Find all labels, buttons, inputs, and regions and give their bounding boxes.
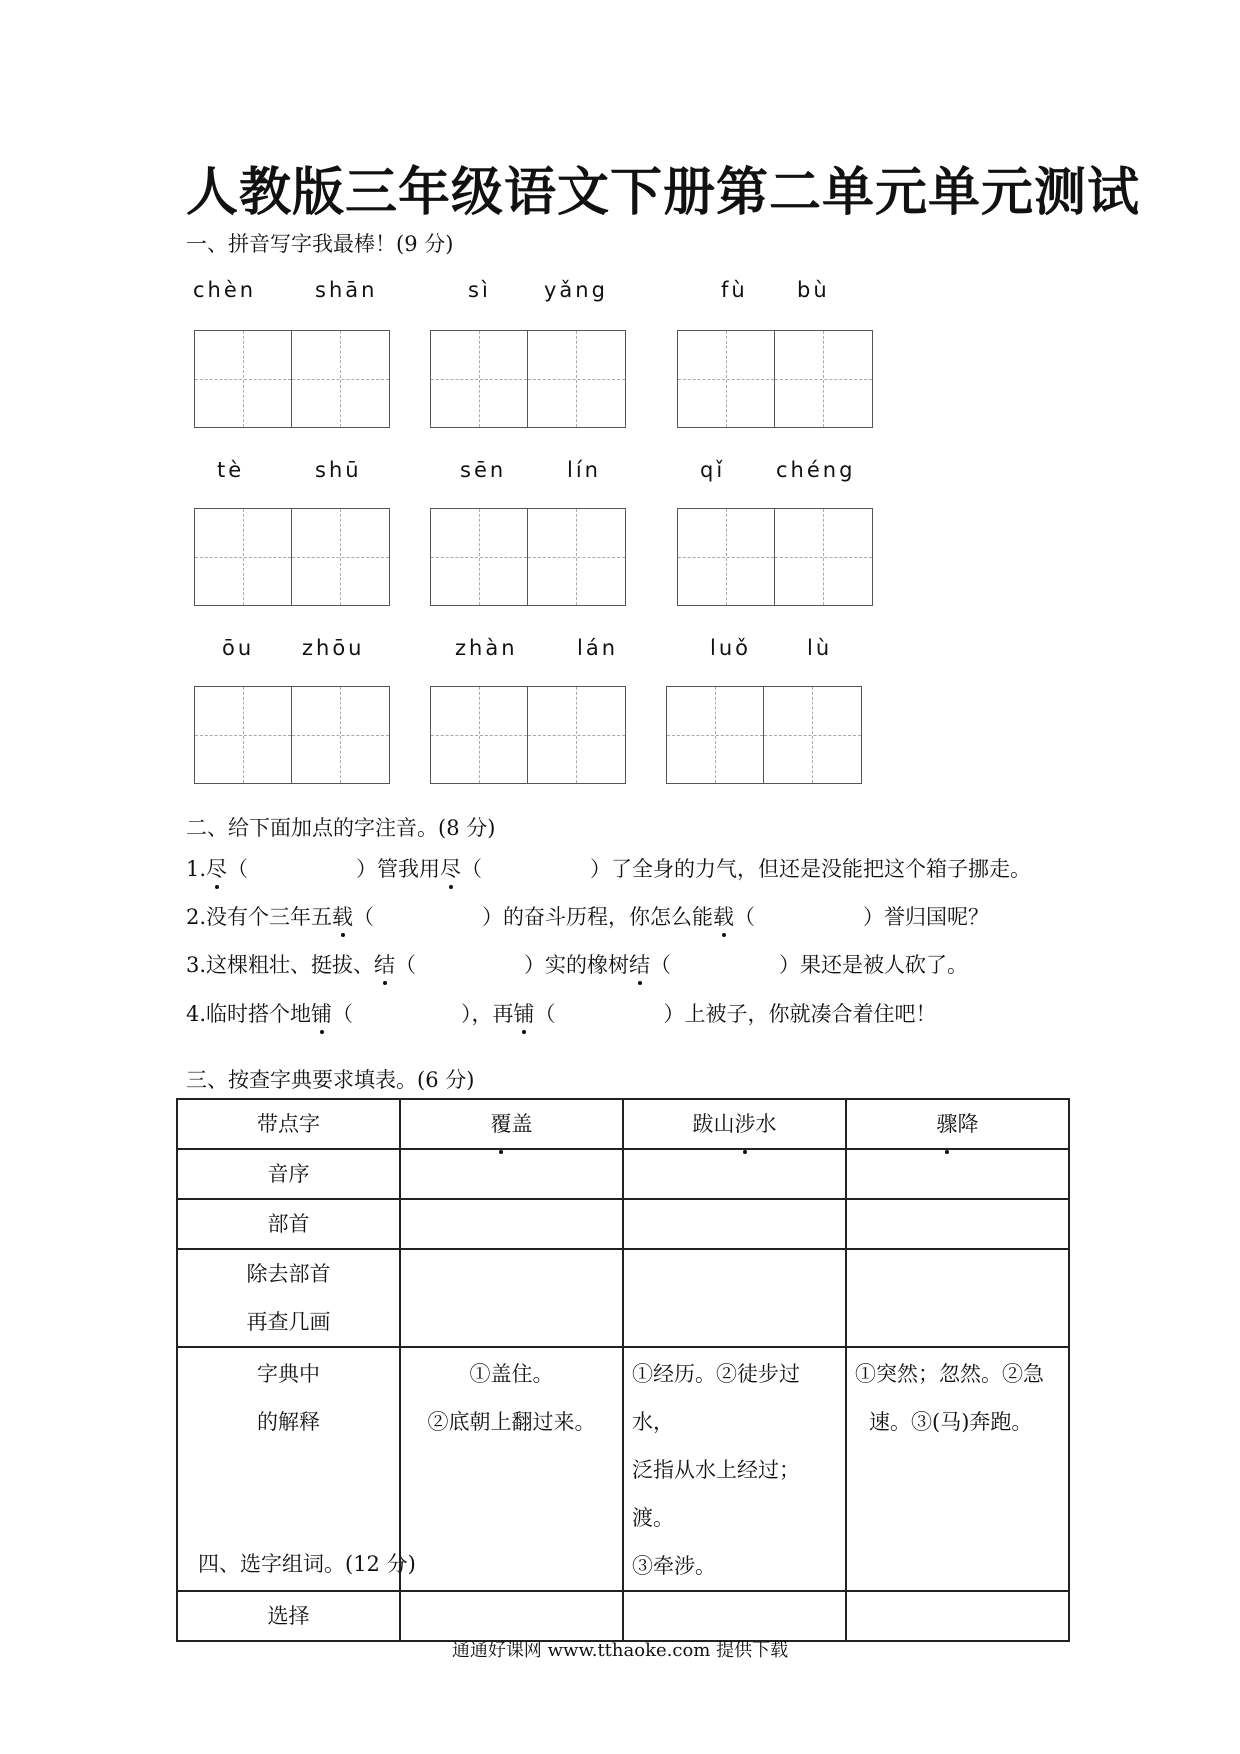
- pinyin-si: sì: [468, 278, 491, 302]
- pinyin-te: tè: [217, 458, 245, 482]
- row-label-choice: 选择: [177, 1591, 400, 1641]
- word-part: 水: [755, 1112, 777, 1136]
- writing-grid[interactable]: [430, 686, 626, 784]
- section1-heading: 一、拼音写字我最棒！(9 分): [186, 232, 454, 256]
- sentence-text: ）实的橡树: [524, 953, 630, 977]
- definition-2: [623, 1347, 846, 1591]
- answer-cell[interactable]: [623, 1249, 846, 1347]
- header-word-1: [400, 1099, 623, 1149]
- writing-grid[interactable]: [194, 686, 390, 784]
- pinyin-fu: fù: [721, 278, 748, 302]
- bracket-open: （: [650, 953, 672, 977]
- bracket-open: （: [332, 1002, 354, 1026]
- section4-heading: 四、选字组词。(12 分): [198, 1552, 416, 1576]
- writing-grid[interactable]: [677, 330, 873, 428]
- label-line: 的解释: [257, 1410, 320, 1434]
- bracket-open: （: [461, 857, 483, 881]
- sentence-text: 3.这棵粗壮、挺拔、: [186, 953, 375, 977]
- bracket-open: （: [227, 857, 249, 881]
- dotted-char: 骤: [937, 1100, 958, 1148]
- pinyin-luo: luǒ: [710, 636, 751, 660]
- def-line: ①突然；忽然。②急: [855, 1362, 1044, 1386]
- pinyin-bu: bù: [797, 278, 830, 302]
- header-word-2: [623, 1099, 846, 1149]
- sentence-1: [186, 853, 1031, 883]
- writing-grid[interactable]: [677, 508, 873, 606]
- def-line: ①经历。②徒步过水，: [632, 1362, 800, 1434]
- label-line: 字典中: [257, 1362, 320, 1386]
- footer-text: 通通好课网 www.tthaoke.com 提供下载: [451, 1640, 789, 1661]
- pinyin-ou: ōu: [222, 636, 255, 660]
- answer-cell[interactable]: [623, 1591, 846, 1641]
- dotted-char: 覆: [491, 1100, 512, 1148]
- word-part: 降: [957, 1112, 979, 1136]
- dotted-char: 载: [332, 901, 353, 931]
- pinyin-lan: lán: [577, 636, 619, 660]
- label-line: 除去部首: [246, 1262, 331, 1286]
- label-line: 再查几画: [246, 1310, 331, 1334]
- pinyin-cheng: chéng: [776, 458, 856, 482]
- def-line: ②底朝上翻过来。: [427, 1410, 596, 1434]
- writing-grid[interactable]: [430, 508, 626, 606]
- header-word-3: [846, 1099, 1069, 1149]
- answer-cell[interactable]: [846, 1199, 1069, 1249]
- row-label-yinxu: 音序: [177, 1149, 400, 1199]
- dotted-char: 铺: [514, 998, 535, 1028]
- writing-grid[interactable]: [194, 330, 390, 428]
- sentence-3: [186, 949, 968, 979]
- answer-cell[interactable]: [623, 1199, 846, 1249]
- answer-cell[interactable]: [400, 1249, 623, 1347]
- answer-cell[interactable]: [400, 1149, 623, 1199]
- pinyin-zhou: zhōu: [302, 636, 365, 660]
- bracket-open: （: [353, 905, 375, 929]
- dotted-char: 铺: [311, 998, 332, 1028]
- def-line: ③牵涉。: [632, 1554, 716, 1578]
- pinyin-shan: shān: [315, 278, 378, 302]
- definition-3: [846, 1347, 1069, 1591]
- pinyin-qi: qǐ: [700, 458, 726, 482]
- word-part: 盖: [511, 1112, 533, 1136]
- page-title: 人教版三年级语文下册第二单元单元测试: [186, 163, 1141, 223]
- answer-cell[interactable]: [846, 1149, 1069, 1199]
- def-line: ①盖住。: [469, 1362, 554, 1386]
- row-label-strokes: [177, 1249, 400, 1347]
- answer-cell[interactable]: [400, 1591, 623, 1641]
- pinyin-lin: lín: [567, 458, 601, 482]
- sentence-text: ）的奋斗历程，你怎么能: [482, 905, 714, 929]
- sentence-text: ）了全身的力气，但还是没能把这个箱子挪走。: [590, 857, 1032, 881]
- sentence-4: [186, 998, 937, 1028]
- sentence-text: ）上被子，你就凑合着住吧！: [663, 1002, 937, 1026]
- answer-cell[interactable]: [623, 1149, 846, 1199]
- bracket-open: （: [395, 953, 417, 977]
- pinyin-shu: shū: [315, 458, 362, 482]
- def-line: 泛指从水上经过；渡。: [632, 1458, 800, 1530]
- row-label-bushou: 部首: [177, 1199, 400, 1249]
- sentence-text: 4.临时搭个地: [186, 1002, 312, 1026]
- sentence-text: ）果还是被人砍了。: [779, 953, 969, 977]
- pinyin-zhan: zhàn: [455, 636, 518, 660]
- pinyin-yang: yǎng: [544, 278, 608, 302]
- pinyin-sen: sēn: [460, 458, 507, 482]
- pinyin-chen: chèn: [193, 278, 257, 302]
- sentence-text: 1.: [186, 857, 207, 881]
- bracket-open: （: [734, 905, 756, 929]
- dotted-char: 载: [713, 901, 734, 931]
- pinyin-lu: lù: [807, 636, 833, 660]
- sentence-2: [186, 901, 989, 931]
- definition-1: [400, 1347, 623, 1591]
- dotted-char: 结: [374, 949, 395, 979]
- section2-heading: 二、给下面加点的字注音。(8 分): [186, 816, 496, 840]
- sentence-text: ）誉归国呢？: [863, 905, 990, 929]
- writing-grid[interactable]: [430, 330, 626, 428]
- dotted-char: 尽: [440, 853, 461, 883]
- dotted-char: 结: [629, 949, 650, 979]
- word-part: 跋山: [692, 1112, 735, 1136]
- writing-grid[interactable]: [194, 508, 390, 606]
- writing-grid[interactable]: [666, 686, 862, 784]
- sentence-text: 2.没有个三年五: [186, 905, 333, 929]
- section3-heading: 三、按查字典要求填表。(6 分): [186, 1068, 475, 1092]
- dotted-char: 尽: [206, 853, 227, 883]
- def-line: 速。③(马)奔跑。: [869, 1410, 1033, 1434]
- header-label: 带点字: [177, 1099, 400, 1149]
- sentence-text: ），再: [461, 1002, 514, 1026]
- answer-cell[interactable]: [400, 1199, 623, 1249]
- dotted-char: 涉: [735, 1100, 756, 1148]
- bracket-open: （: [534, 1002, 556, 1026]
- answer-cell[interactable]: [846, 1591, 1069, 1641]
- sentence-text: ）管我用: [356, 857, 441, 881]
- answer-cell[interactable]: [846, 1249, 1069, 1347]
